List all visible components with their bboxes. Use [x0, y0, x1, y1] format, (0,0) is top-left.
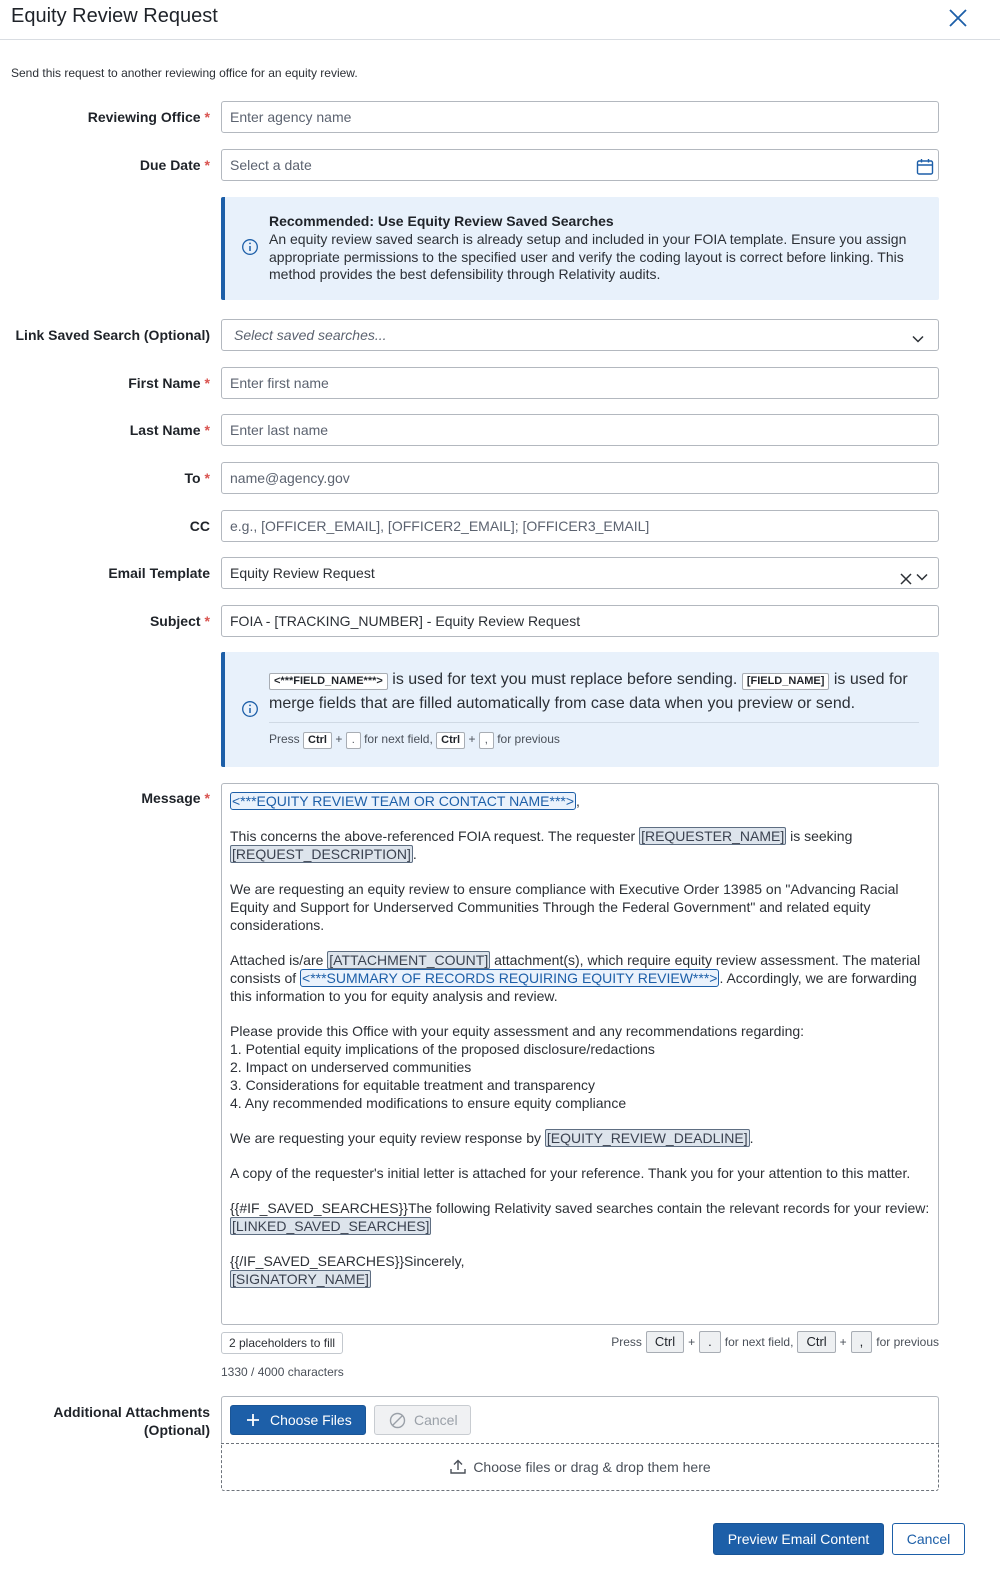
message-text: Attached is/are — [230, 952, 328, 968]
comma-key: , — [851, 1331, 873, 1353]
to-label-text: To — [184, 470, 201, 486]
legend-description — [269, 668, 919, 716]
close-icon[interactable] — [946, 6, 970, 30]
message-label — [0, 789, 210, 807]
message-paragraph — [230, 827, 930, 863]
subject-label — [0, 612, 210, 630]
to-input[interactable] — [221, 462, 939, 494]
dropzone-text: Choose files or drag & drop them here — [473, 1459, 711, 1475]
greeting-suffix: , — [576, 793, 580, 809]
chevron-down-icon[interactable] — [914, 565, 930, 595]
cancel-upload-button[interactable] — [374, 1405, 471, 1435]
ctrl-key: Ctrl — [303, 732, 332, 749]
choose-files-label: Choose Files — [270, 1412, 352, 1428]
message-text: attachment(s), which require equity review assessment. The material consists of — [230, 952, 921, 986]
legend-divider — [269, 722, 919, 723]
preview-email-button[interactable]: Preview Email Content — [713, 1523, 884, 1555]
last-name-label — [0, 421, 210, 439]
previous-field-text: for previous — [876, 1335, 939, 1349]
message-text: This concerns the above-referenced FOIA request. The requester — [230, 828, 640, 844]
recommendation-text: An equity review saved search is already setup and included in your FOIA template. Ensure you assign appropriate permissions to the specified user and verify the coding layout is correct before linking. This method provides the best defensibility through Relativity audits. — [269, 231, 907, 282]
calendar-icon[interactable] — [916, 156, 934, 186]
cc-label-text: CC — [189, 518, 210, 534]
message-shortcuts — [611, 1331, 939, 1353]
first-name-label-text: First Name — [128, 375, 201, 391]
message-paragraph — [230, 1022, 930, 1112]
merge-field: [REQUESTER_NAME] — [641, 828, 785, 844]
chevron-down-icon[interactable] — [910, 327, 926, 357]
email-template-label — [0, 564, 210, 582]
subject-label-text: Subject — [149, 613, 201, 629]
plus-text: + — [688, 1335, 696, 1349]
message-list-item: 2. Impact on underserved communities — [230, 1059, 472, 1075]
comma-key: , — [479, 732, 494, 749]
required-mark: * — [204, 470, 210, 486]
merge-field: [LINKED_SAVED_SEARCHES] — [232, 1218, 430, 1234]
saved-search-placeholder: Select saved searches... — [234, 327, 387, 343]
message-text: We are requesting your equity review response by — [230, 1130, 545, 1146]
merge-field: [SIGNATORY_NAME] — [232, 1271, 369, 1287]
dialog-title: Equity Review Request — [11, 5, 218, 27]
attachments-label-line1: Additional Attachments — [53, 1404, 210, 1420]
first-name-input[interactable] — [221, 367, 939, 399]
next-field-text: for next field, — [724, 1335, 794, 1349]
message-text: . — [749, 1130, 754, 1146]
upload-icon — [449, 1459, 467, 1475]
email-template-select[interactable] — [221, 557, 939, 589]
message-paragraph — [230, 1129, 930, 1147]
edit-token-sample: <***FIELD_NAME***> — [269, 673, 388, 690]
ctrl-key: Ctrl — [436, 732, 465, 749]
last-name-label-text: Last Name — [129, 422, 201, 438]
info-icon — [241, 700, 259, 723]
recommendation-title: Recommended: Use Equity Review Saved Searches — [269, 213, 614, 229]
character-count: 1330 / 4000 characters — [221, 1365, 344, 1379]
email-template-value: Equity Review Request — [230, 565, 375, 581]
message-text: . — [412, 846, 417, 862]
first-name-label — [0, 374, 210, 392]
message-list-item: 4. Any recommended modifications to ensure equity compliance — [230, 1095, 627, 1111]
plus-text: + — [335, 732, 343, 746]
message-editor[interactable] — [221, 783, 939, 1325]
message-list-item: 3. Considerations for equitable treatment and transparency — [230, 1077, 595, 1093]
link-saved-search-label-text: Link Saved Search (Optional) — [15, 327, 210, 343]
due-date-picker[interactable] — [221, 149, 939, 181]
next-field-text: for next field, — [364, 732, 433, 746]
merge-field: [ATTACHMENT_COUNT] — [329, 952, 489, 968]
reviewing-office-label-text: Reviewing Office — [87, 109, 201, 125]
email-template-label-text: Email Template — [108, 565, 210, 581]
edit-placeholder[interactable]: <***SUMMARY OF RECORDS REQUIRING EQUITY REVIEW***> — [302, 970, 718, 986]
message-paragraph: A copy of the requester's initial letter is attached for your reference. Thank you for your attention to this matter. — [230, 1165, 911, 1181]
plus-text: + — [468, 732, 476, 746]
required-mark: * — [204, 375, 210, 391]
dot-key: . — [699, 1331, 721, 1353]
message-paragraph: We are requesting an equity review to ensure compliance with Executive Order 13985 on "Advancing Racial Equity and Support for Underserved Communities Through the Federal Government" and related equity considerations. — [230, 881, 899, 933]
subject-input[interactable] — [221, 605, 939, 637]
due-date-label-text: Due Date — [139, 157, 201, 173]
edit-token-desc: is used for text you must replace before sending. — [392, 671, 738, 688]
merge-field: [REQUEST_DESCRIPTION] — [232, 846, 411, 862]
attachments-toolbar — [221, 1396, 939, 1443]
message-label-text: Message — [141, 790, 201, 806]
merge-field: [EQUITY_REVIEW_DEADLINE] — [546, 1130, 748, 1146]
dialog-header — [0, 0, 1000, 40]
placeholder-legend — [221, 652, 939, 767]
merge-token-sample: [FIELD_NAME] — [742, 673, 830, 690]
to-label — [0, 469, 210, 487]
file-dropzone[interactable] — [221, 1443, 939, 1491]
reviewing-office-input[interactable] — [221, 101, 939, 133]
required-mark: * — [204, 157, 210, 173]
last-name-input[interactable] — [221, 414, 939, 446]
plus-icon — [246, 1413, 260, 1427]
attachments-label-line2: (Optional) — [143, 1422, 210, 1438]
message-text: {{#IF_SAVED_SEARCHES}}The following Relativity saved searches contain the relevant records for your review: — [230, 1200, 930, 1216]
message-paragraph — [230, 1199, 930, 1235]
required-mark: * — [204, 613, 210, 629]
plus-text: + — [839, 1335, 847, 1349]
due-date-placeholder: Select a date — [230, 157, 312, 173]
message-paragraph — [230, 1252, 930, 1288]
placeholder-count-badge: 2 placeholders to fill — [221, 1332, 343, 1354]
required-mark: * — [204, 109, 210, 125]
attachments-label — [0, 1403, 210, 1439]
cancel-button[interactable]: Cancel — [892, 1523, 965, 1555]
ctrl-key: Ctrl — [797, 1331, 835, 1353]
edit-placeholder[interactable]: <***EQUITY REVIEW TEAM OR CONTACT NAME***> — [232, 793, 575, 809]
dialog-intro: Send this request to another reviewing office for an equity review. — [11, 66, 358, 80]
previous-field-text: for previous — [497, 732, 560, 746]
message-greeting — [230, 792, 930, 810]
clear-icon[interactable] — [899, 566, 913, 596]
dot-key: . — [346, 732, 361, 749]
message-text: is seeking — [786, 828, 853, 844]
reviewing-office-label — [0, 108, 210, 126]
required-mark: * — [204, 422, 210, 438]
cc-input[interactable] — [221, 510, 939, 542]
legend-shortcuts — [269, 732, 560, 749]
press-text: Press — [611, 1335, 642, 1349]
merge-token-desc: is used for merge fields that are filled automatically from case data when you preview or send. — [269, 671, 908, 712]
ctrl-key: Ctrl — [646, 1331, 684, 1353]
message-list-item: 1. Potential equity implications of the proposed disclosure/redactions — [230, 1041, 655, 1057]
cancel-icon — [389, 1412, 406, 1429]
link-saved-search-label — [0, 326, 210, 344]
message-text: . Accordingly, we are forwarding this information to you for equity analysis and review. — [230, 970, 917, 1004]
required-mark: * — [204, 790, 210, 806]
due-date-label — [0, 156, 210, 174]
saved-search-recommendation — [221, 197, 939, 300]
saved-search-select[interactable] — [221, 319, 939, 351]
message-paragraph — [230, 951, 930, 1005]
cancel-upload-label: Cancel — [414, 1412, 458, 1428]
press-text: Press — [269, 732, 300, 746]
message-text: Please provide this Office with your equity assessment and any recommendations regarding: — [230, 1023, 805, 1039]
choose-files-button[interactable] — [230, 1405, 366, 1435]
cc-label — [0, 517, 210, 535]
message-text: {{/IF_SAVED_SEARCHES}}Sincerely, — [230, 1253, 465, 1269]
info-icon — [241, 238, 259, 261]
